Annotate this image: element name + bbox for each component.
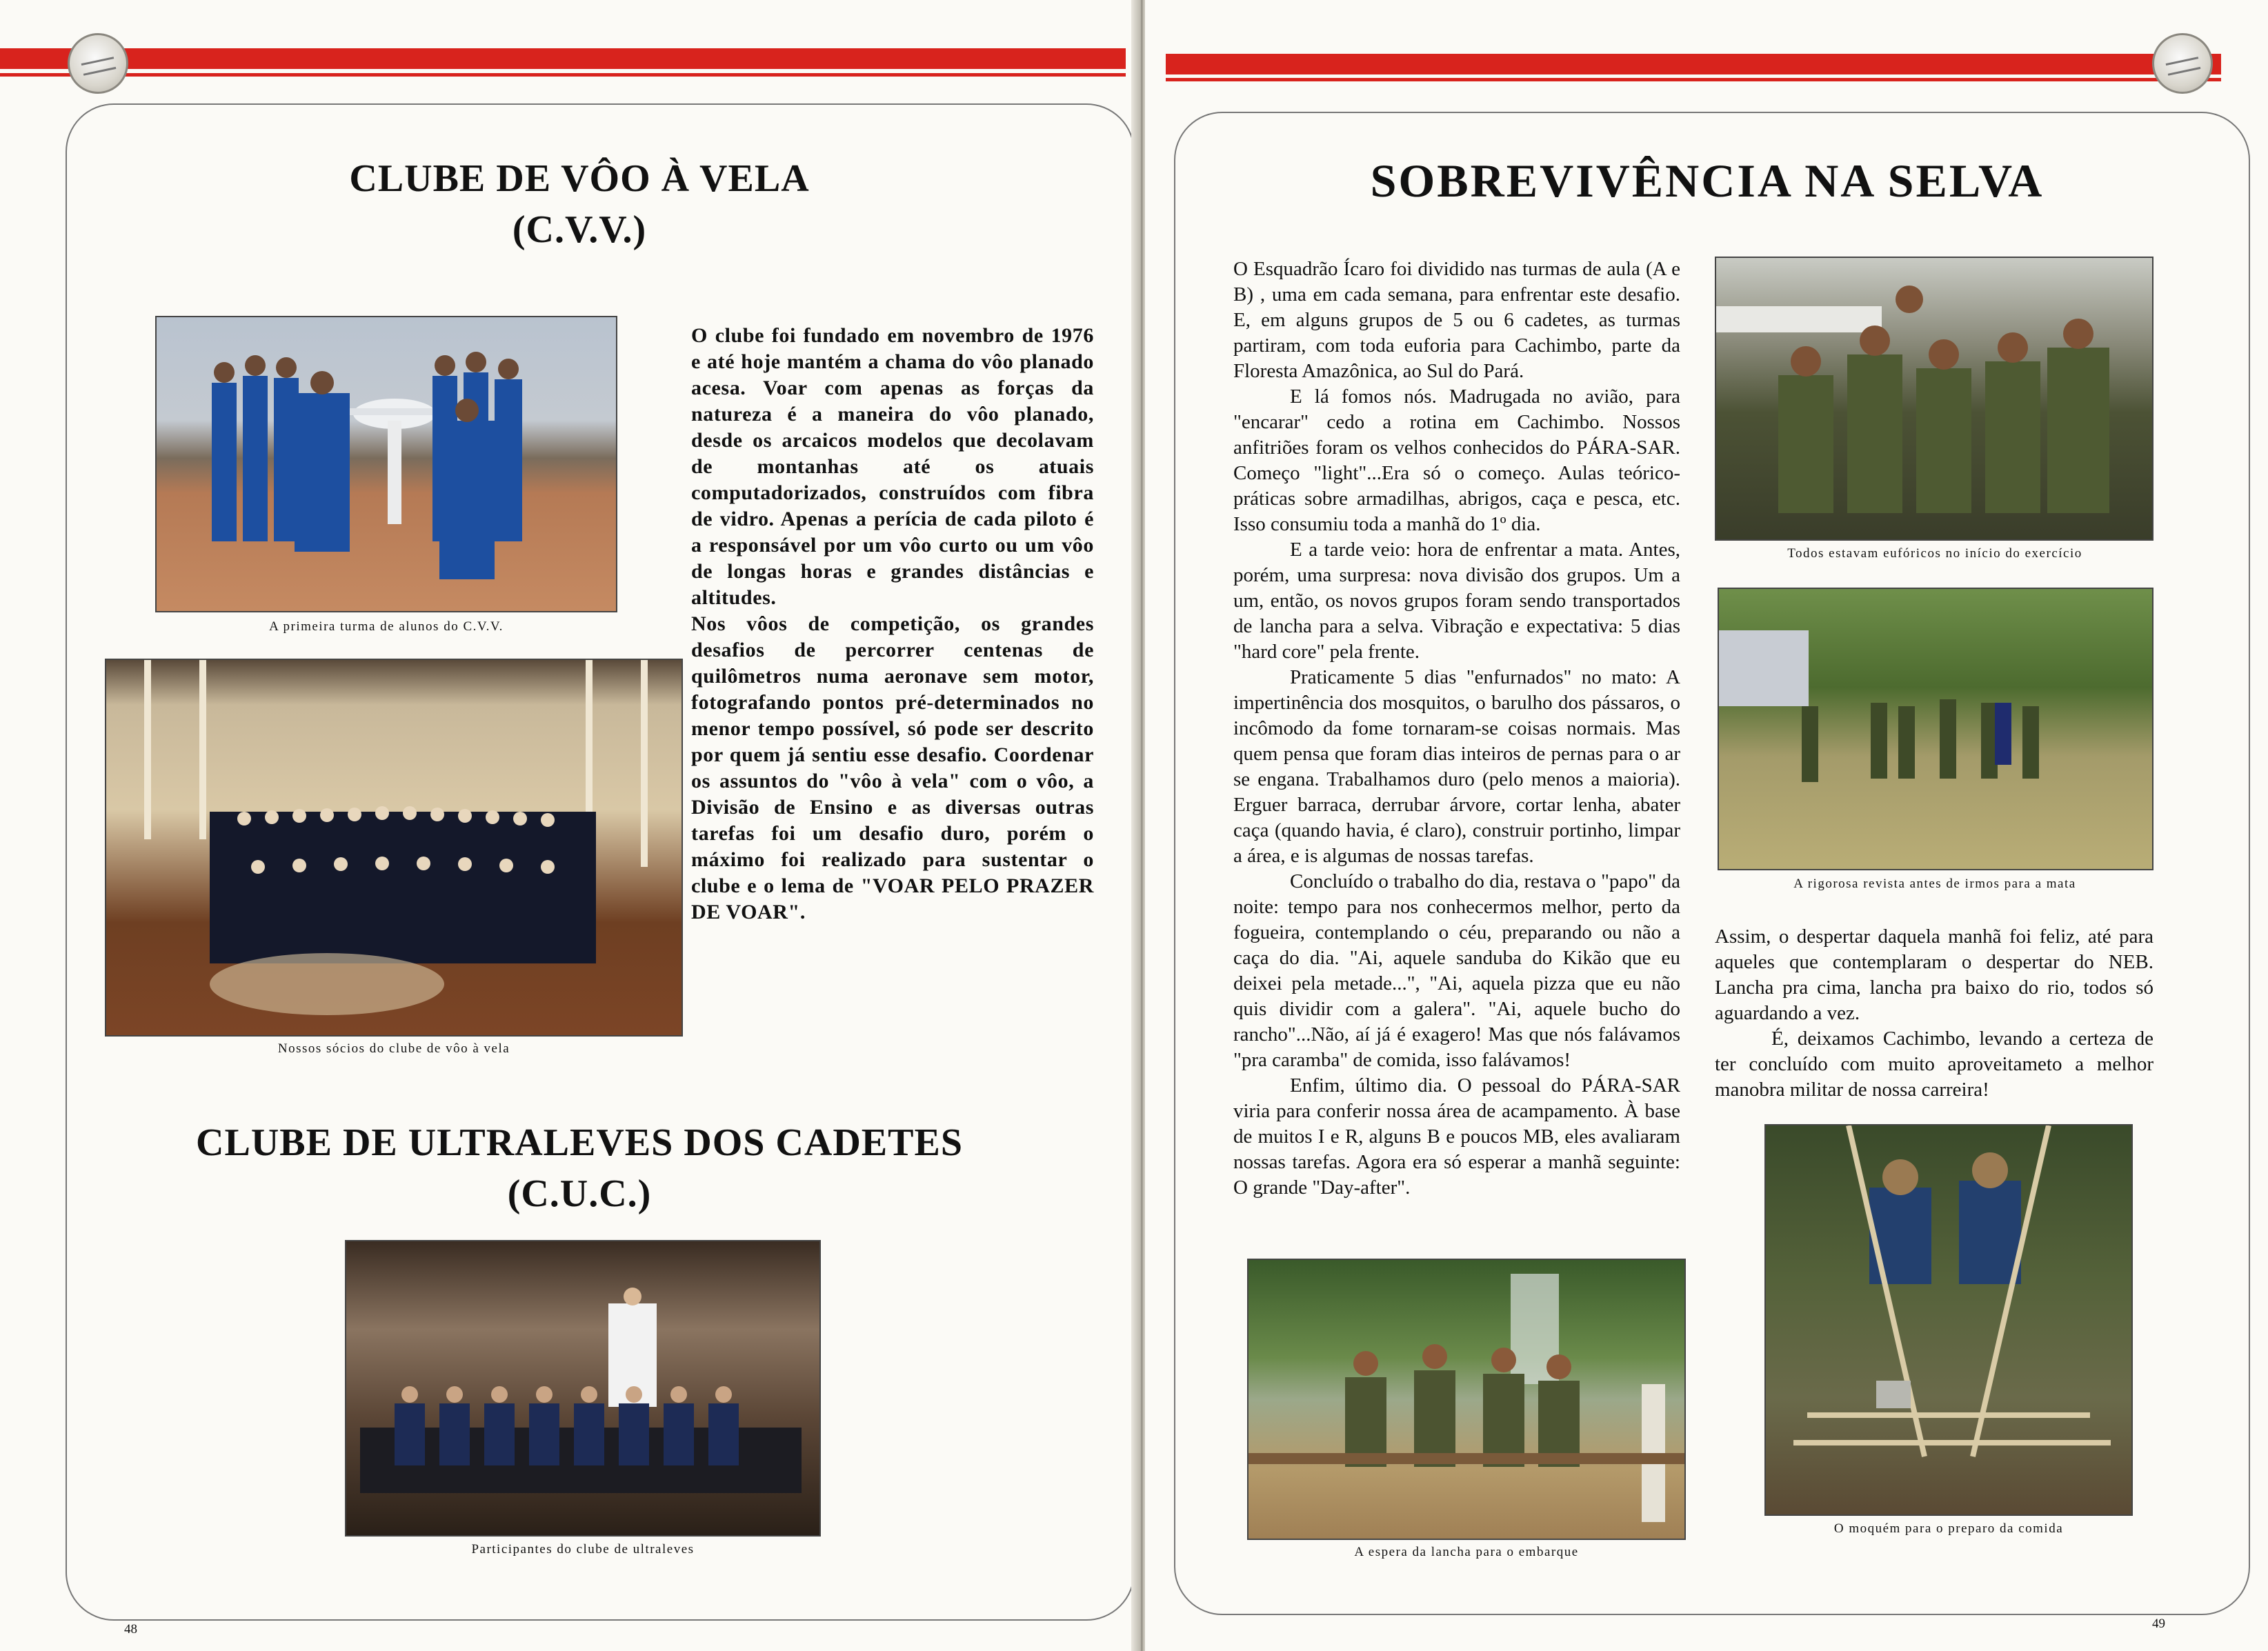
survival-body-col2	[1715, 924, 2153, 1103]
cvv-title-line2: (C.V.V.)	[512, 208, 647, 251]
cuc-title	[152, 1117, 1007, 1219]
cvv-members-photo	[105, 659, 683, 1037]
cuc-participants-figures	[346, 1241, 819, 1535]
cvv-paragraph-2: Nos vôos de competição, os grandes desafios de percorrer centenas de quilômetros numa aeronave sem motor, fotografando pontos pré-determinados no menor tempo possível, só pode ser descrito por quem já sentiu esse desafio. Coordenar os assuntos do "vôo à vela" com o vôo, a Divisão de Ensino e as diversas outras tarefas foi um desafio duro, porém o máximo foi realizado para sustentar o clube e o lema de "VOAR PELO PRAZER DE VOAR".	[691, 612, 1094, 923]
page-number-48: 48	[124, 1622, 137, 1637]
survival-paragraph-1: O Esquadrão Ícaro foi dividido nas turmas de aula (A e B) , uma em cada semana, para enfrentar este desafio. E, em alguns grupos de 5 ou 6 cadetes, as turmas partiram, com toda euforia para Cachimbo, parte da Floresta Amazônica, ao Sul do Pará.	[1233, 258, 1680, 382]
cuc-title-line1: CLUBE DE ULTRALEVES DOS CADETES	[196, 1121, 963, 1164]
moquem-figures	[1766, 1125, 2131, 1514]
survival-paragraph-3: E a tarde veio: hora de enfrentar a mata. Antes, porém, uma surpresa: nova divisão dos grupos. Um a um, então, os novos grupos foram sendo transportados de lancha para a selva. Vibração e expectativa: 5 dias "hard core" pela frente.	[1233, 539, 1680, 663]
cvv-body-text	[691, 323, 1094, 925]
right-red-line	[1166, 78, 2221, 81]
inspection-figures	[1719, 589, 2152, 869]
cvv-title-line1: CLUBE DE VÔO À VELA	[349, 157, 810, 200]
boat-wait-photo	[1247, 1259, 1686, 1540]
aeronautics-emblem-icon	[68, 33, 128, 94]
euphoric-start-figures	[1716, 258, 2152, 539]
cuc-participants-photo	[345, 1240, 821, 1537]
left-red-band	[0, 48, 1126, 69]
survival-caption-3: A espera da lancha para o embarque	[1354, 1545, 1579, 1559]
moquem-photo	[1764, 1124, 2133, 1516]
survival-paragraph-7: Assim, o despertar daquela manhã foi feliz, até para aqueles que contemplaram o despertar do NEB. Lancha pra cima, lancha pra baixo do rio, todos só aguardando a vez.	[1715, 925, 2153, 1024]
cvv-members-figures	[106, 660, 682, 1035]
cuc-caption: Participantes do clube de ultraleves	[471, 1542, 695, 1557]
page-number-49: 49	[2152, 1617, 2165, 1631]
survival-paragraph-2: E lá fomos nós. Madrugada no avião, para "encarar" cedo a rotina em Cachimbo. Nossos anfitriões foram os velhos conhecidos do PÁRA-SAR. Começo "light"...Era só o começo. Aulas teórico-práticas sobre armadilhas, abrigos, caça e pesca, etc. Isso consumiu toda a manhã do 1º dia.	[1233, 386, 1680, 535]
survival-caption-2: A rigorosa revista antes de irmos para a mata	[1793, 877, 2076, 891]
cvv-paragraph-1: O clube foi fundado em novembro de 1976 e até hoje mantém a chama do vôo planado acesa. Voar com apenas as forças da natureza é a maneira do vôo planado, desde os arcaicos modelos que decolavam de montanhas até os atuais computadorizados, construídos com fibra de vidro. Apenas a perícia de cada piloto é a responsável por um vôo curto ou um vôo de longas horas e grandes distâncias e altitudes.	[691, 324, 1094, 609]
inspection-photo	[1718, 588, 2153, 870]
cvv-title	[207, 153, 952, 255]
right-page	[1145, 0, 2268, 1651]
survival-paragraph-8: É, deixamos Cachimbo, levando a certeza de ter concluído com muito aproveitameto a melhor manobra militar de nossa carreira!	[1715, 1028, 2153, 1101]
cvv-first-class-photo	[155, 316, 617, 612]
right-red-band	[1166, 54, 2221, 74]
cvv-first-class-figures	[157, 317, 616, 611]
survival-paragraph-6: Enfim, último dia. O pessoal do PÁRA-SAR viria para conferir nossa área de acampamento. À base de muitos I e R, alguns B e poucos MB, eles avaliaram nossas tarefas. Agora era só esperar a manhã seguinte: O grande "Day-after".	[1233, 1074, 1680, 1199]
cvv-caption-1: A primeira turma de alunos do C.V.V.	[269, 619, 504, 634]
survival-caption-1: Todos estavam eufóricos no início do exercício	[1787, 546, 2082, 561]
cvv-caption-2: Nossos sócios do clube de vôo à vela	[277, 1041, 510, 1056]
survival-title: SOBREVIVÊNCIA NA SELVA	[1370, 154, 2045, 207]
survival-paragraph-4: Praticamente 5 dias "enfurnados" no mato: A impertinência dos mosquitos, o barulho dos pássaros, o incômodo da fome tornaram-se coisas normais. Mas quem pensa que foram dias inteiros de pernas para o ar se engana. Trabalhamos duro (pelo menos a maioria). Erguer barraca, derrubar árvore, cortar lenha, abater caça (quando havia, é claro), construir portinho, limpar a área, e is algumas de nossas tarefas.	[1233, 666, 1680, 867]
euphoric-start-photo	[1715, 257, 2153, 541]
survival-caption-4: O moquém para o preparo da comida	[1833, 1521, 2064, 1536]
boat-wait-figures	[1249, 1260, 1684, 1539]
survival-paragraph-5: Concluído o trabalho do dia, restava o "papo" da noite: tempo para nos conhecermos melhor, perto da fogueira, contemplando o céu, preparando ou não a caça do dia. "Ai, aquele sanduba do Kikão que eu deixei pela metade...", "Ai, aquela pizza que eu não quis dividir com a galera". "Ai, aquele bucho do rancho"...Não, aí já é exagero! Mas que nós falávamos "pra caramba" de comida, isso falávamos!	[1233, 870, 1680, 1071]
aeronautics-emblem-icon-right	[2152, 33, 2213, 94]
survival-body-col1	[1233, 257, 1680, 1201]
cuc-title-line2: (C.U.C.)	[507, 1172, 652, 1215]
left-red-line	[0, 73, 1126, 77]
